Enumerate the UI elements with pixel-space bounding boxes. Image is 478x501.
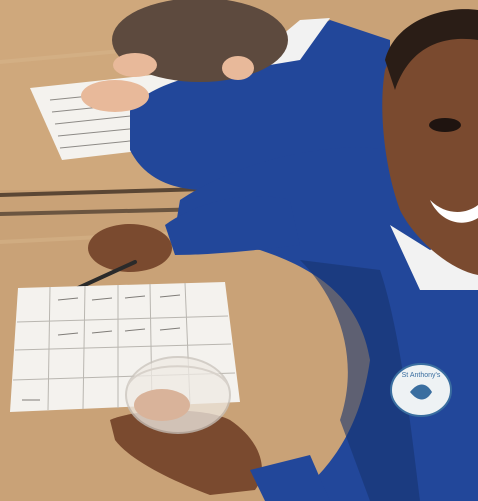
back-boy-ear [222,56,254,80]
back-boy-hand [81,80,149,112]
specimen-shell [134,389,190,421]
front-boy-eye [429,118,461,132]
school-badge-text: St Anthony's [401,372,441,379]
back-boy-hand-2 [113,53,157,77]
